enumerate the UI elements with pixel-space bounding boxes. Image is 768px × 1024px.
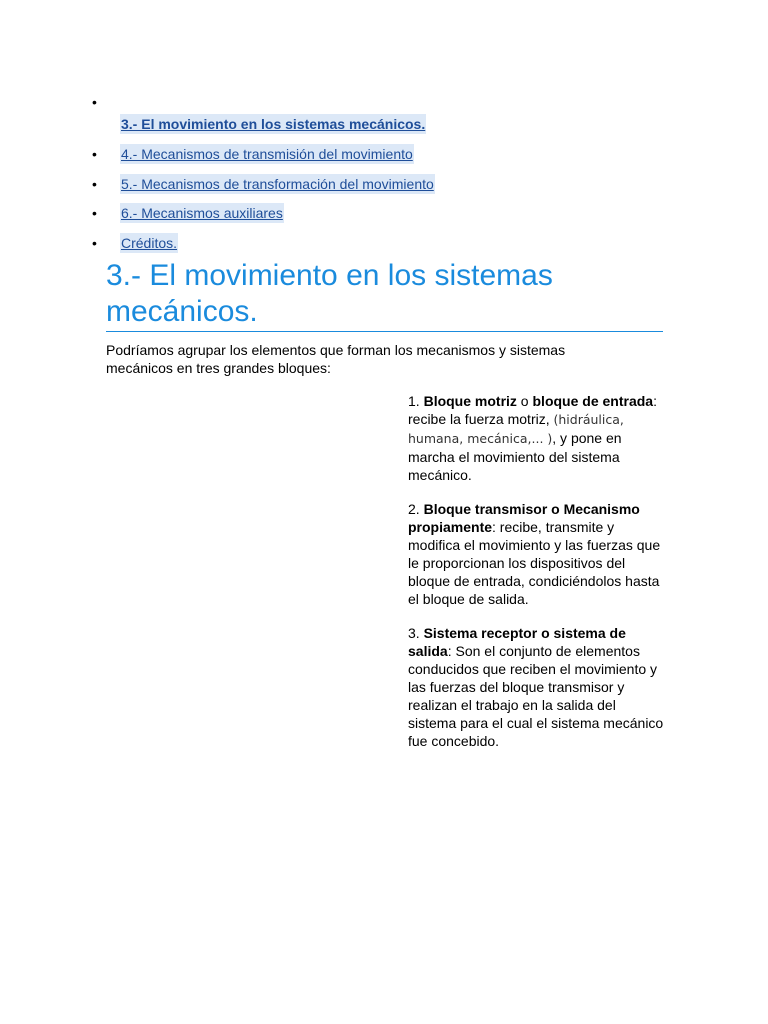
- toc-link-transmision[interactable]: 4.- Mecanismos de transmisión del movimiento: [121, 146, 413, 162]
- toc-link-auxiliares[interactable]: 6.- Mecanismos auxiliares: [121, 205, 283, 221]
- block-term: Bloque transmisor o Mecanismo propiamente: [408, 501, 640, 535]
- list-bullet: •: [92, 176, 97, 192]
- toc-item-creditos: [0, 233, 768, 257]
- toc-item-6: [0, 203, 768, 227]
- block-description: : Son el conjunto de elementos conducidos que reciben el movimiento y las fuerzas del bloque transmisor y realizan el trabajo en la salida del sistema para el cual el sistema mecánico fue concebido.: [408, 643, 664, 749]
- block-item-receptor: [408, 624, 666, 750]
- block-description: , y pone en marcha el movimiento del sistema mecánico.: [408, 430, 622, 483]
- block-number: 3.: [408, 625, 420, 641]
- block-number: 1.: [408, 393, 420, 409]
- toc-link-movimiento[interactable]: 3.- El movimiento en los sistemas mecánicos.: [121, 116, 426, 132]
- toc-link-transformacion[interactable]: 5.- Mecanismos de transformación del movimiento: [121, 176, 434, 192]
- block-item-transmisor: [408, 500, 666, 608]
- intro-paragraph: Podríamos agrupar los elementos que forman los mecanismos y sistemas mecánicos en tres grandes bloques:: [106, 342, 566, 376]
- section-title: 3.- El movimiento en los sistemas mecánicos.: [106, 259, 553, 328]
- list-bullet: •: [92, 94, 97, 110]
- list-bullet: •: [92, 235, 97, 251]
- block-description: : recibe, transmite y modifica el movimiento y las fuerzas que le proporcionan los dispositivos del bloque de entrada, condiciéndolos hasta el bloque de salida.: [408, 519, 661, 607]
- title-divider: [106, 331, 663, 332]
- toc-item-5: [0, 174, 768, 198]
- block-number: 2.: [408, 501, 420, 517]
- block-examples: (hidráulica, humana, mecánica,... ): [408, 412, 624, 446]
- list-bullet: •: [92, 205, 97, 221]
- toc-link-creditos[interactable]: Créditos.: [121, 235, 178, 251]
- block-connector: o: [516, 393, 533, 409]
- list-bullet: •: [92, 146, 97, 162]
- block-description: : recibe la fuerza motriz,: [408, 393, 657, 427]
- block-term: Sistema receptor o sistema de salida: [408, 625, 626, 659]
- block-term: bloque de entrada: [532, 393, 654, 409]
- block-term: Bloque motriz: [423, 393, 517, 409]
- block-item-motriz: [408, 392, 666, 484]
- toc-item-4: [0, 144, 768, 168]
- blocks-list: [408, 392, 666, 766]
- toc-item-3: [0, 114, 768, 138]
